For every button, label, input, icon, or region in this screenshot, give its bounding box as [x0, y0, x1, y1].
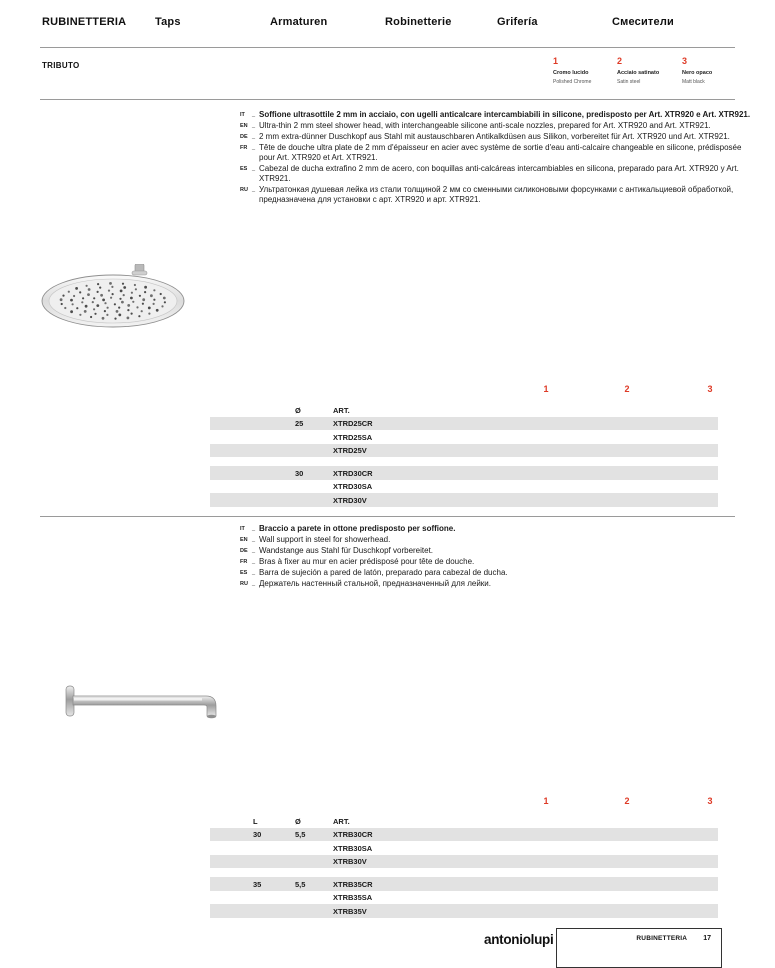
col-header-art: ART. [333, 816, 350, 826]
showerhead-drawing [38, 264, 188, 330]
art-code: XTRB30V [333, 857, 367, 866]
lang-separator: _ [252, 166, 256, 172]
nav-robinetterie: Robinetterie [385, 16, 452, 28]
desc-text: Ultra-thin 2 mm steel shower head, with interchangeable silicone anti-scale nozzles, prepared for Art. XTR920 and Art. XTR921. [259, 121, 711, 130]
desc-text: Wandstange aus Stahl für Duschkopf vorbereitet. [259, 546, 434, 555]
product1-descriptions [240, 110, 752, 206]
desc-row-de [240, 546, 752, 556]
footer-section-label: RUBINETTERIA [636, 935, 688, 942]
lang-separator: _ [252, 526, 256, 532]
lang-code: FR [240, 145, 248, 151]
table-group-gap [210, 457, 718, 466]
desc-row-ru [240, 185, 752, 205]
lang-code: IT [240, 112, 245, 118]
length-value: 30 [253, 830, 262, 839]
lang-separator: _ [252, 145, 256, 151]
finish-legend-3 [682, 56, 744, 85]
page-number: 17 [703, 935, 711, 942]
divider-header [40, 99, 735, 100]
desc-row-fr [240, 557, 752, 567]
lang-code: EN [240, 537, 248, 543]
finish-col-1: 1 [543, 384, 549, 394]
finish-number: 1 [553, 56, 559, 66]
desc-text: Barra de sujeción a pared de latón, preparado para cabezal de ducha. [259, 568, 508, 577]
lang-separator: _ [252, 570, 256, 576]
art-code: XTRD30V [333, 495, 367, 505]
col-header-art: ART. [333, 405, 350, 415]
brand-logo: antoniolupi [484, 932, 554, 947]
desc-text: Soffione ultrasottile 2 mm in acciaio, con ugelli anticalcare intercambiabili in silicone, predisposto per Art. XTR920 e Art. XTR921. [259, 110, 751, 119]
finish-translation: Matt black [682, 79, 705, 85]
nav-griferia: Grifería [497, 16, 538, 28]
shower-arm-image [58, 680, 233, 730]
finish-name: Cromo lucido [553, 70, 589, 76]
desc-row-en [240, 121, 752, 131]
lang-separator: _ [252, 112, 256, 118]
finish-col-2: 2 [624, 796, 630, 806]
nav-taps: Taps [155, 16, 181, 28]
table-row [210, 466, 718, 480]
size-value: 30 [295, 468, 304, 478]
art-code: XTRB35SA [333, 893, 373, 902]
finish-col-2: 2 [624, 384, 630, 394]
lang-code: DE [240, 548, 248, 554]
col-header-diameter: Ø [295, 816, 301, 826]
divider-top [40, 47, 735, 48]
lang-separator: _ [252, 134, 256, 140]
finish-number: 2 [617, 56, 623, 66]
desc-text: Bras à fixer au mur en acier prédisposé pour tête de douche. [259, 557, 475, 566]
desc-text: Ультратонкая душевая лейка из стали толщиной 2 мм со сменными силиконовыми форсунками с антикальциевой обработкой, предназначена для установки с арт. XTR920 и арт. XTR921. [259, 185, 734, 204]
art-code: XTRB35V [333, 906, 367, 916]
desc-row-es [240, 164, 752, 184]
desc-row-it [240, 110, 752, 120]
art-code: XTRB30CR [333, 830, 373, 839]
lang-separator: _ [252, 187, 256, 193]
lang-separator: _ [252, 548, 256, 554]
art-code: XTRD25CR [333, 419, 373, 428]
lang-separator: _ [252, 537, 256, 543]
lang-code: ES [240, 166, 248, 172]
finish-number: 3 [682, 56, 688, 66]
table-group-gap [210, 868, 718, 877]
desc-row-es [240, 568, 752, 578]
lang-separator: _ [252, 123, 256, 129]
nav-rubinetteria: RUBINETTERIA [42, 16, 127, 28]
finish-col-1: 1 [543, 796, 549, 806]
table-row [210, 891, 718, 905]
lang-code: DE [240, 134, 248, 140]
finish-legend-2 [617, 56, 679, 85]
desc-text: Wall support in steel for showerhead. [259, 535, 391, 544]
nav-armaturen: Armaturen [270, 16, 328, 28]
lang-code: IT [240, 526, 245, 532]
desc-row-fr [240, 143, 752, 163]
lang-separator: _ [252, 581, 256, 587]
art-code: XTRD30SA [333, 482, 373, 491]
diameter-value: 5,5 [295, 879, 306, 889]
divider-middle [40, 516, 735, 517]
desc-text: Держатель настенный стальной, предназначенный для лейки. [259, 579, 491, 588]
desc-row-it [240, 524, 752, 534]
finish-name: Acciaio satinato [617, 70, 660, 76]
finish-col-3: 3 [707, 796, 713, 806]
table-row [210, 877, 718, 891]
art-code: XTRD25SA [333, 432, 373, 442]
desc-row-en [240, 535, 752, 545]
lang-code: RU [240, 187, 248, 193]
desc-text: 2 mm extra-dünner Duschkopf aus Stahl mit austauschbaren Antikalkdüsen aus Silikon, vorbereitet für Art. XTR920 und Art. XTR921. [259, 132, 730, 141]
nav-smesiteli: Смесители [612, 16, 674, 28]
table-row [210, 904, 718, 918]
lang-separator: _ [252, 559, 256, 565]
lang-code: FR [240, 559, 248, 565]
desc-row-ru [240, 579, 752, 589]
table-header-row [210, 403, 718, 417]
product1-table [210, 403, 718, 507]
lang-code: EN [240, 123, 248, 129]
table-row [210, 855, 718, 869]
table-header-row [210, 814, 718, 828]
art-code: XTRB35CR [333, 879, 373, 889]
art-code: XTRD25V [333, 446, 367, 455]
lang-code: ES [240, 570, 248, 576]
desc-text: Cabezal de ducha extrafino 2 mm de acero, con boquillas anti-calcáreas intercambiables en silicona, preparado para Art. XTR920 y Art. XTR921. [259, 164, 739, 183]
diameter-value: 5,5 [295, 830, 306, 839]
finish-legend-1 [553, 56, 615, 85]
shower-arm-drawing [58, 680, 233, 725]
col-header-diameter: Ø [295, 405, 301, 415]
art-code: XTRB30SA [333, 843, 373, 853]
desc-text: Tête de douche ultra plate de 2 mm d'épaisseur en acier avec système de sortie d'eau anti-calcaire changeable en silicone, prédisposée pour Art. XTR920 et Art. XTR921. [259, 143, 742, 162]
desc-text: Braccio a parete in ottone predisposto per soffione. [259, 524, 456, 533]
finish-translation: Polished Chrome [553, 79, 592, 85]
finish-col-3: 3 [707, 384, 713, 394]
table-row [210, 417, 718, 431]
footer-box-content [636, 935, 711, 942]
col-header-length: L [253, 816, 258, 826]
collection-title: TRIBUTO [42, 61, 80, 70]
product2-descriptions [240, 524, 752, 590]
table-row [210, 828, 718, 842]
showerhead-image [38, 264, 188, 335]
table-row [210, 841, 718, 855]
size-value: 25 [295, 419, 304, 428]
product2-table [210, 814, 718, 918]
length-value: 35 [253, 879, 262, 889]
finish-name: Nero opaco [682, 70, 713, 76]
footer-section-box [556, 928, 722, 968]
lang-code: RU [240, 581, 248, 587]
table-row [210, 480, 718, 494]
finish-translation: Satin steel [617, 79, 641, 85]
table-row [210, 430, 718, 444]
table-row [210, 493, 718, 507]
art-code: XTRD30CR [333, 468, 373, 478]
desc-row-de [240, 132, 752, 142]
table-row [210, 444, 718, 458]
